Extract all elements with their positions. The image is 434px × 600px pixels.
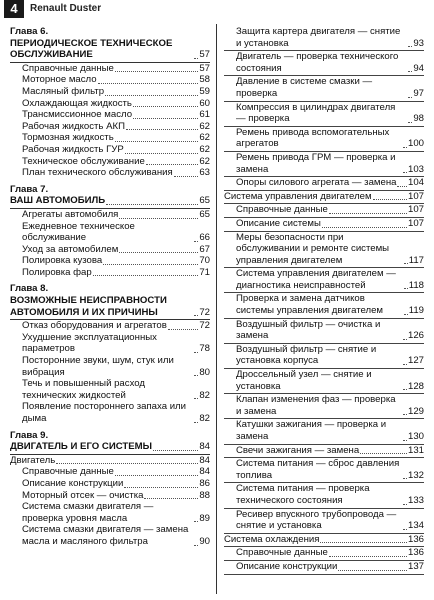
toc-entry-title: Давление в системе смазки — проверка xyxy=(236,76,373,99)
toc-entry[interactable] xyxy=(224,152,424,177)
leader-dots xyxy=(115,141,199,142)
toc-entry-title: Катушки зажигания — проверка и замена xyxy=(236,419,387,442)
toc-entry-page: 84 xyxy=(199,466,210,478)
toc-entry-title: Ремень привода ГРМ — проверка и замена xyxy=(236,151,396,175)
toc-entry[interactable] xyxy=(224,509,424,534)
toc-entry-page: 89 xyxy=(199,512,210,524)
toc-entry-page: 71 xyxy=(199,266,210,278)
toc-entry-title: Моторный отсек — очистка xyxy=(22,489,144,501)
toc-entry-page: 82 xyxy=(199,389,210,401)
leader-dots xyxy=(403,478,407,479)
chapter-block xyxy=(10,430,210,548)
leader-dots xyxy=(105,95,198,96)
toc-entry-page: 132 xyxy=(407,469,424,481)
leader-dots xyxy=(119,218,198,219)
toc-entry[interactable] xyxy=(224,127,424,152)
leader-dots xyxy=(106,204,198,205)
toc-entry-page: 97 xyxy=(413,87,424,99)
toc-entry-page: 62 xyxy=(199,143,210,155)
toc-entry-page: 61 xyxy=(199,109,210,121)
toc-entry-title: Свечи зажигания — замена xyxy=(236,444,360,456)
toc-entry[interactable] xyxy=(224,344,424,369)
toc-entry-page: 130 xyxy=(407,431,424,442)
toc-entry-title: Ухудшение эксплуатационных параметров xyxy=(22,331,157,355)
toc-entry[interactable] xyxy=(224,319,424,344)
toc-entry-page: 94 xyxy=(413,62,424,74)
toc-left-column xyxy=(10,26,210,548)
toc-entry-title: Ресивер впускного трубопровода — снятие и установка xyxy=(236,508,397,532)
toc-entry-title: Дроссельный узел — снятие и установка xyxy=(236,369,372,392)
leader-dots xyxy=(403,389,407,390)
toc-entry[interactable] xyxy=(10,156,210,168)
leader-dots xyxy=(146,164,199,165)
leader-dots xyxy=(397,186,407,187)
toc-entry-page: 136 xyxy=(407,547,424,559)
toc-entry-page: 65 xyxy=(199,195,210,207)
leader-dots xyxy=(403,172,407,173)
toc-entry[interactable] xyxy=(224,232,424,269)
toc-entry-title: ВАШ АВТОМОБИЛЬ xyxy=(10,195,106,207)
toc-entry-page: 57 xyxy=(199,49,210,61)
toc-entry[interactable] xyxy=(10,144,210,156)
toc-entry[interactable] xyxy=(224,561,424,575)
toc-entry-title: Система управления двигателем — диагностика неисправностей xyxy=(236,268,396,291)
toc-entry-title: Отказ оборудования и агрегатов xyxy=(22,320,167,332)
toc-entry-page: 67 xyxy=(199,243,210,255)
toc-entry-title: Агрегаты автомобиля xyxy=(22,208,119,220)
toc-entry-page: 59 xyxy=(199,85,210,97)
leader-dots xyxy=(408,97,412,98)
chapter-number: Глава 9. xyxy=(10,429,49,441)
leader-dots xyxy=(125,153,199,154)
leader-dots xyxy=(115,71,198,72)
toc-entry-page: 98 xyxy=(413,113,424,125)
leader-dots xyxy=(194,521,198,522)
toc-entry-page: 58 xyxy=(199,74,210,86)
leader-dots xyxy=(124,487,198,488)
leader-dots xyxy=(403,440,407,441)
toc-entry-title: Система смазки двигателя — замена масла и масляного фильтра xyxy=(22,524,189,547)
leader-dots xyxy=(133,106,198,107)
leader-dots xyxy=(144,498,198,499)
toc-entry-title: Появление постороннего запаха или дыма xyxy=(22,401,187,424)
toc-entry-page: 62 xyxy=(199,155,210,167)
chapter-block xyxy=(10,26,210,179)
chapter-block xyxy=(10,184,210,279)
toc-entry-title: Посторонние звуки, шум, стук или вибрация xyxy=(22,355,174,378)
leader-dots xyxy=(360,453,407,454)
toc-entry[interactable] xyxy=(10,63,210,75)
toc-entry[interactable] xyxy=(10,121,210,133)
toc-entry-page: 119 xyxy=(408,305,424,317)
leader-dots xyxy=(153,450,198,451)
leader-dots xyxy=(408,71,412,72)
toc-entry-title: Тормозная жидкость xyxy=(22,132,114,144)
leader-dots xyxy=(194,422,198,423)
leader-dots xyxy=(404,263,408,264)
chapter-number: Глава 8. xyxy=(10,283,49,295)
toc-entry-title: Описание системы xyxy=(236,217,321,229)
page-number: 4 xyxy=(4,0,24,18)
toc-entry-title: Справочные данные xyxy=(22,62,114,74)
toc-entry-title: Система управления двигателем xyxy=(224,190,372,202)
chapter-number: Глава 6. xyxy=(10,26,49,37)
leader-dots xyxy=(103,264,198,265)
toc-entry[interactable] xyxy=(10,501,210,524)
toc-entry[interactable] xyxy=(10,490,210,502)
leader-dots xyxy=(194,315,198,316)
toc-entry-title: Система питания — проверка технического состояния xyxy=(236,483,370,506)
toc-entry-page: 88 xyxy=(199,489,210,501)
toc-right-column xyxy=(224,26,424,575)
leader-dots xyxy=(98,83,199,84)
toc-entry-title: Техническое обслуживание xyxy=(22,155,145,167)
toc-entry-page: 129 xyxy=(407,405,424,417)
toc-entry-title: Рабочая жидкость ГУР xyxy=(22,143,124,155)
toc-entry[interactable] xyxy=(224,51,424,76)
toc-entry-title: Компрессия в цилиндрах двигателя — проверка xyxy=(236,101,396,125)
leader-dots xyxy=(408,122,412,123)
toc-entry-page: 63 xyxy=(199,167,210,179)
toc-entry-page: 80 xyxy=(199,366,210,378)
toc-entry[interactable] xyxy=(10,332,210,355)
toc-entry-title: Воздушный фильтр — снятие и установка корпуса xyxy=(236,343,377,367)
toc-entry[interactable] xyxy=(10,355,210,378)
toc-entry-page: 84 xyxy=(199,454,210,466)
toc-entry-page: 62 xyxy=(199,120,210,132)
toc-entry-title: Справочные данные xyxy=(236,204,328,216)
chapter-number: Глава 7. xyxy=(10,183,49,195)
toc-entry-title: Справочные данные xyxy=(22,466,114,478)
toc-entry[interactable] xyxy=(224,419,424,444)
leader-dots xyxy=(404,314,408,315)
toc-entry[interactable] xyxy=(224,293,424,318)
toc-entry-page: 93 xyxy=(413,37,424,49)
toc-entry-page: 137 xyxy=(407,560,424,572)
leader-dots xyxy=(194,398,198,399)
chapter-title[interactable] xyxy=(10,441,210,455)
toc-entry-title: Двигатель — проверка технического состояния xyxy=(236,51,399,74)
toc-entry-title: ПЕРИОДИЧЕСКОЕ ТЕХНИЧЕСКОЕ ОБСЛУЖИВАНИЕ xyxy=(10,37,173,61)
toc-entry-title: Система охлаждения xyxy=(224,533,320,545)
leader-dots xyxy=(403,504,407,505)
toc-entry[interactable] xyxy=(10,244,210,256)
toc-entry[interactable] xyxy=(10,466,210,478)
toc-entry[interactable] xyxy=(10,86,210,98)
toc-entry[interactable] xyxy=(224,268,424,293)
toc-entry-title: Полировка кузова xyxy=(22,255,103,267)
toc-entry-title: План технического обслуживания xyxy=(22,167,173,179)
toc-entry-page: 72 xyxy=(199,306,210,318)
leader-dots xyxy=(56,463,198,464)
toc-entry-page: 65 xyxy=(199,208,210,220)
leader-dots xyxy=(404,288,408,289)
leader-dots xyxy=(322,227,407,228)
toc-entry-page: 90 xyxy=(199,535,210,547)
toc-entry[interactable] xyxy=(224,218,424,232)
toc-entry-title: Полировка фар xyxy=(22,266,92,278)
toc-entry[interactable] xyxy=(224,204,424,218)
leader-dots xyxy=(174,176,199,177)
toc-entry-title: ВОЗМОЖНЫЕ НЕИСПРАВНОСТИ АВТОМОБИЛЯ И ИХ ПРИЧИНЫ xyxy=(10,295,167,318)
toc-entry-title: Двигатель xyxy=(10,454,56,466)
toc-entry-page: 62 xyxy=(199,132,210,144)
toc-entry-page: 57 xyxy=(199,62,210,74)
chapter-title[interactable] xyxy=(10,195,210,209)
toc-entry[interactable] xyxy=(224,102,424,127)
toc-entry[interactable] xyxy=(224,177,424,191)
leader-dots xyxy=(119,252,198,253)
toc-entry[interactable] xyxy=(10,378,210,401)
section-heading[interactable] xyxy=(224,534,424,548)
toc-entry-title: Воздушный фильтр — очистка и замена xyxy=(236,318,381,342)
toc-entry-page: 72 xyxy=(199,320,210,332)
toc-entry-page: 66 xyxy=(199,232,210,244)
leader-dots xyxy=(329,556,407,557)
toc-entry-title: Меры безопасности при обслуживании и ремонте системы управления двигателем xyxy=(236,231,390,266)
page-header xyxy=(0,0,434,20)
chapter-block xyxy=(10,283,210,424)
toc-entry-page: 107 xyxy=(407,217,424,229)
toc-entry-title: Система питания — сброс давления топлива xyxy=(236,458,400,481)
toc-entry[interactable] xyxy=(10,167,210,179)
toc-entry-title: Ежедневное техническое обслуживание xyxy=(22,220,135,244)
leader-dots xyxy=(338,570,407,571)
toc-entry[interactable] xyxy=(224,547,424,561)
chapter-title[interactable] xyxy=(10,38,210,63)
toc-entry-page: 133 xyxy=(407,494,424,506)
toc-entry-title: Моторное масло xyxy=(22,74,97,86)
toc-entry-title: Опоры силового агрегата — замена xyxy=(236,177,397,189)
toc-entry[interactable] xyxy=(10,401,210,424)
toc-entry[interactable] xyxy=(10,455,210,467)
toc-entry-page: 128 xyxy=(407,380,424,392)
toc-entry[interactable] xyxy=(10,98,210,110)
leader-dots xyxy=(403,529,407,530)
toc-entry-title: Уход за автомобилем xyxy=(22,243,119,255)
toc-entry-title: Описание конструкции xyxy=(236,560,338,572)
toc-entry[interactable] xyxy=(10,109,210,121)
toc-entry-title: Система смазки двигателя — проверка уровня масла xyxy=(22,501,154,524)
toc-entry-page: 84 xyxy=(199,441,210,453)
leader-dots xyxy=(168,329,198,330)
toc-entry-page: 136 xyxy=(407,533,424,545)
leader-dots xyxy=(194,352,198,353)
toc-entry[interactable] xyxy=(10,320,210,332)
leader-dots xyxy=(133,118,198,119)
leader-dots xyxy=(194,545,198,546)
toc-entry-page: 107 xyxy=(407,190,424,202)
toc-entry-page: 70 xyxy=(199,255,210,267)
leader-dots xyxy=(126,129,198,130)
toc-entry-title: Проверка и замена датчиков системы управления двигателем xyxy=(236,293,384,317)
toc-entry-title: Ремень привода вспомогательных агрегатов xyxy=(236,126,390,150)
toc-entry-title: Трансмиссионное масло xyxy=(22,109,133,121)
toc-entry-page: 60 xyxy=(199,97,210,109)
leader-dots xyxy=(194,58,198,59)
toc-entry[interactable] xyxy=(224,394,424,419)
toc-entry[interactable] xyxy=(10,267,210,279)
leader-dots xyxy=(320,542,407,543)
leader-dots xyxy=(373,199,407,200)
toc-entry[interactable] xyxy=(224,458,424,483)
toc-entry-title: Справочные данные xyxy=(236,547,328,559)
toc-entry-page: 117 xyxy=(408,254,424,266)
toc-entry-page: 104 xyxy=(407,177,424,189)
toc-entry-title: Защита картера двигателя — снятие и установка xyxy=(236,26,401,49)
toc-entry-page: 131 xyxy=(407,444,424,456)
toc-entry-page: 126 xyxy=(407,330,424,342)
leader-dots xyxy=(403,414,407,415)
toc-entry-title: Масляный фильтр xyxy=(22,85,105,97)
leader-dots xyxy=(115,475,198,476)
toc-entry-page: 127 xyxy=(407,355,424,367)
leader-dots xyxy=(403,339,407,340)
toc-entry-page: 107 xyxy=(407,204,424,216)
toc-entry-title: Охлаждающая жидкость xyxy=(22,97,132,109)
toc-entry[interactable] xyxy=(10,209,210,221)
toc-entry-page: 86 xyxy=(199,477,210,489)
toc-entry[interactable] xyxy=(224,76,424,101)
column-divider xyxy=(216,24,217,594)
leader-dots xyxy=(408,46,412,47)
toc-entry-page: 118 xyxy=(408,279,424,291)
leader-dots xyxy=(329,213,407,214)
leader-dots xyxy=(403,147,407,148)
chapter-title[interactable] xyxy=(10,295,210,320)
section-heading[interactable] xyxy=(224,191,424,205)
book-title: Renault Duster xyxy=(30,3,102,14)
toc-entry-page: 78 xyxy=(199,343,210,355)
toc-entry-page: 100 xyxy=(407,138,424,150)
toc-entry-page: 103 xyxy=(407,163,424,175)
toc-entry[interactable] xyxy=(10,478,210,490)
toc-entry[interactable] xyxy=(10,524,210,547)
leader-dots xyxy=(194,241,198,242)
toc-entry-title: Рабочая жидкость АКП xyxy=(22,120,125,132)
leader-dots xyxy=(93,275,199,276)
toc-entry[interactable] xyxy=(10,74,210,86)
toc-entry[interactable] xyxy=(224,369,424,394)
toc-entry-page: 134 xyxy=(407,520,424,532)
toc-entry[interactable] xyxy=(10,255,210,267)
leader-dots xyxy=(194,375,198,376)
toc-entry[interactable] xyxy=(10,132,210,144)
toc-entry-page: 82 xyxy=(199,413,210,424)
leader-dots xyxy=(403,364,407,365)
toc-entry-title: ДВИГАТЕЛЬ И ЕГО СИСТЕМЫ xyxy=(10,441,153,453)
toc-entry[interactable] xyxy=(10,221,210,244)
toc-entry[interactable] xyxy=(224,26,424,51)
toc-entry-title: Клапан изменения фаз — проверка и замена xyxy=(236,394,396,417)
toc-entry[interactable] xyxy=(224,483,424,508)
toc-entry-title: Описание конструкции xyxy=(22,477,124,489)
toc-entry[interactable] xyxy=(224,445,424,459)
toc-entry-title: Течь и повышенный расход технических жидкостей xyxy=(22,378,145,401)
